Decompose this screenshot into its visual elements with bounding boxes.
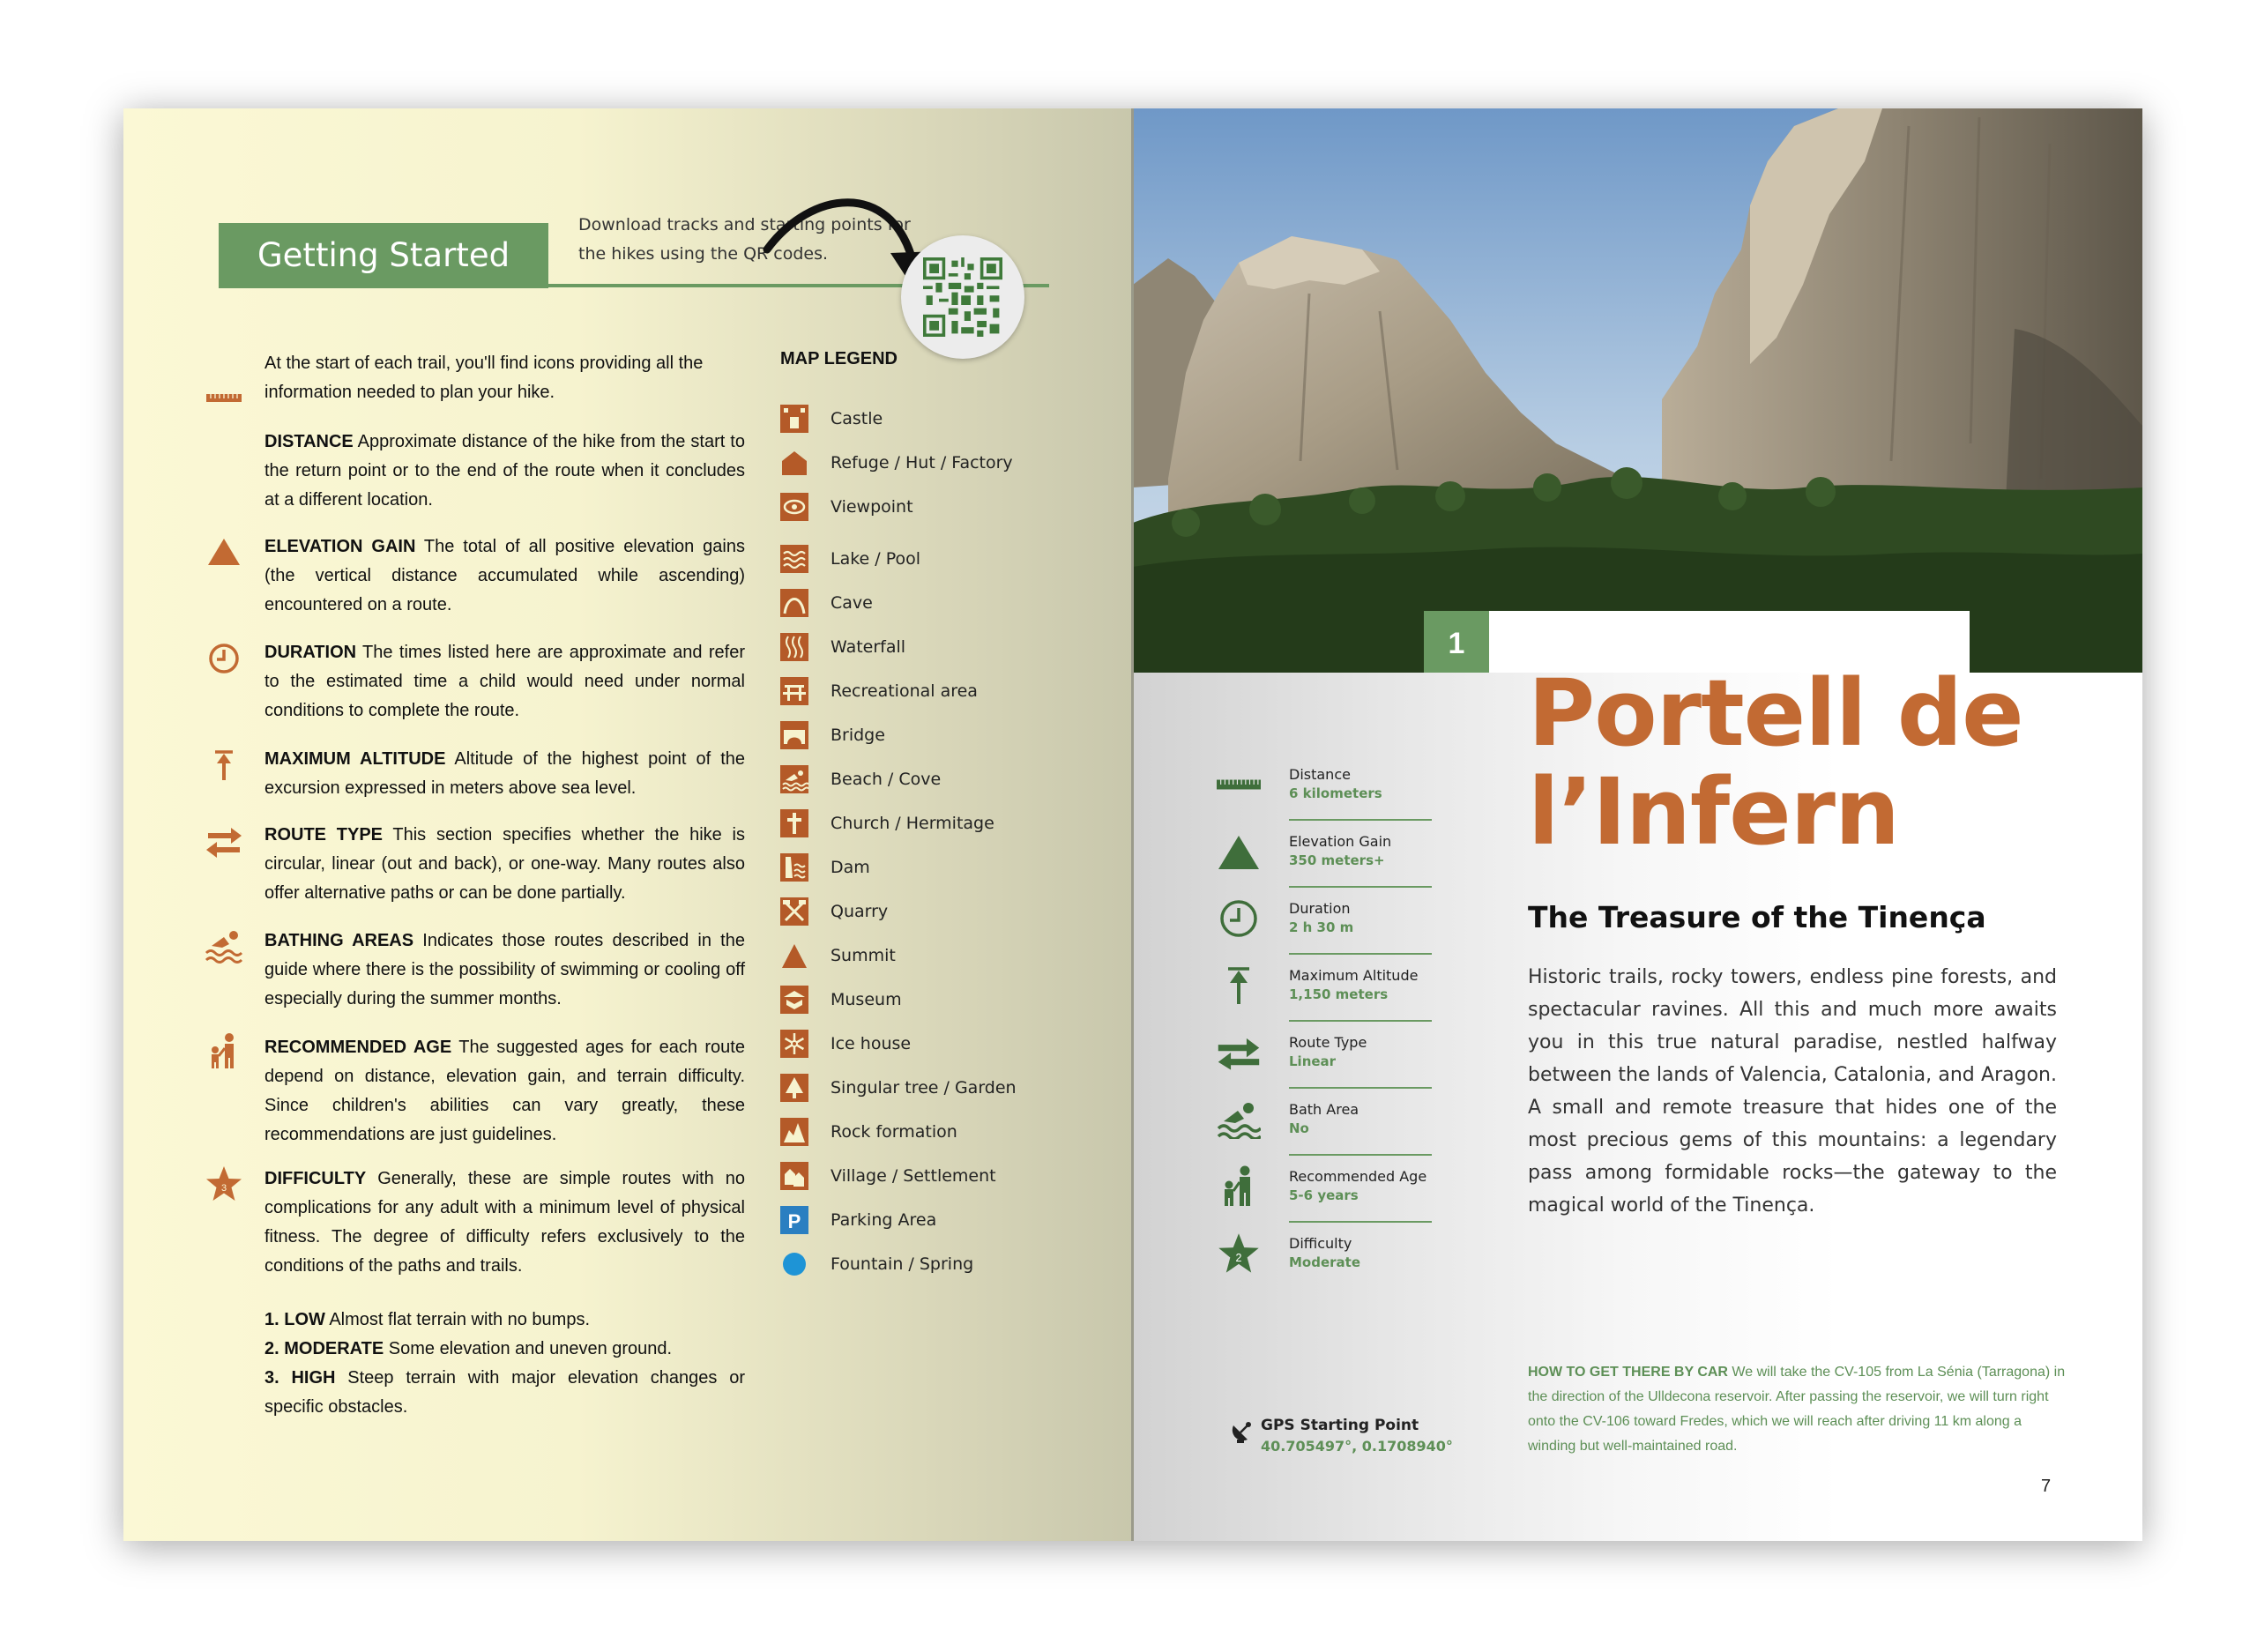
legend-item-ice-house: Ice house [780, 1028, 911, 1060]
definition-recommended-age: RECOMMENDED AGE The suggested ages for each route depend on distance, elevation gain, and terrain difficulty. Since children's abilities can vary greatly, these recommendations are just guidelines. [264, 1038, 745, 1144]
fact-distance: Distance 6 kilometers [1217, 761, 1428, 828]
fact-bath-area: Bath Area No [1217, 1096, 1428, 1163]
fact-duration: Duration 2 h 30 m [1217, 895, 1428, 962]
definition-bathing-areas: BATHING AREAS Indicates those routes described in the guide where there is the possibility of swimming or cooling off especially during the summer months. [264, 931, 745, 1008]
book-spread [123, 108, 2142, 1541]
legend-item-beach: Beach / Cove [780, 763, 941, 795]
route-subtitle: The Treasure of the Tinença [1528, 900, 1986, 934]
svg-text:3: 3 [220, 1183, 227, 1194]
legend-item-rock-formation: Rock formation [780, 1116, 957, 1148]
legend-item-parking: P Parking Area [780, 1204, 936, 1236]
legend-item-dam: Dam [780, 852, 870, 883]
right-page [1133, 108, 2142, 1541]
clock-icon [1217, 897, 1261, 941]
clock-icon [205, 639, 243, 678]
summit-icon [780, 941, 808, 970]
cliff-photo [1133, 108, 2142, 673]
route-title [1528, 659, 2023, 866]
qr-code-icon [923, 257, 1002, 337]
fact-route-type: Route Type Linear [1217, 1029, 1428, 1096]
qr-code[interactable] [901, 235, 1024, 359]
legend-item-bridge: Bridge [780, 719, 885, 751]
legend-item-village: Village / Settlement [780, 1160, 996, 1192]
route-title-line1: Portell de [1528, 659, 2023, 767]
swimmer-icon [205, 926, 243, 965]
two-way-arrows-icon [1217, 1031, 1261, 1075]
page-number: 7 [2041, 1477, 2052, 1496]
svg-text:P: P [787, 1210, 801, 1232]
legend-item-cave: Cave [780, 587, 873, 619]
legend-item-museum: Museum [780, 984, 902, 1016]
legend-item-quarry: Quarry [780, 896, 888, 927]
museum-icon [780, 986, 808, 1014]
quarry-icon [780, 897, 808, 926]
definition-elevation-gain: ELEVATION GAIN The total of all positive elevation gains (the vertical distance accumulated while ascending) encountered on a route. [264, 537, 745, 614]
definition-difficulty: DIFFICULTY Generally, these are simple routes with no complications for any adult with a minimum level of physical fitness. The degree of difficulty refers exclusively to the conditions of the paths and trails. [264, 1169, 745, 1276]
fact-recommended-age: Recommended Age 5-6 years [1217, 1163, 1428, 1230]
route-number: 1 [1424, 611, 1489, 673]
definition-duration: DURATION The times listed here are approximate and refer to the estimated time a child would need under normal conditions to complete the route. [264, 643, 745, 720]
waterfall-icon [780, 633, 808, 661]
route-description: Historic trails, rocky towers, endless pine forests, and spectacular ravines. All this and much more awaits you in this true natural paradise, nestled halfway between the lands of Valencia, Catalonia, and Aragon. A small and remote treasure that hides one of the most precious gems of this mountains: a legendary pass among formidable rocks—the gateway to the magical world of the Tinença. [1528, 966, 2057, 1217]
definition-distance: DISTANCE Approximate distance of the hike from the start to the return point or to the end of the route when it concludes at a different location. [264, 432, 745, 510]
level-low: 1. LOW Almost flat terrain with no bumps. [264, 1310, 591, 1329]
altitude-arrow-icon [1217, 964, 1261, 1008]
how-to-get-there: HOW TO GET THERE BY CAR We will take the CV-105 from La Sénia (Tarragona) in the direction of the Ulldecona reservoir. After passing the reservoir, we will turn right onto the CV-106 toward Fredes, which we will reach after driving 11 km along a winding but well-maintained road. [1528, 1365, 2066, 1454]
left-page [123, 108, 1133, 1541]
gps-starting-point: GPS Starting Point 40.705497°, 0.1708940° [1230, 1413, 1459, 1466]
eye-icon [780, 493, 808, 521]
ruler-icon [1217, 763, 1261, 807]
level-moderate: 2. MODERATE Some elevation and uneven ground. [264, 1339, 673, 1358]
legend-item-singular-tree: Singular tree / Garden [780, 1072, 1017, 1104]
parking-icon [780, 1206, 808, 1234]
swimmer-icon [1217, 1098, 1261, 1142]
castle-icon [780, 405, 808, 433]
qr-note: Download tracks and starting points for the hikes using the QR codes. [578, 215, 911, 264]
satellite-dish-icon [1230, 1418, 1255, 1449]
svg-text:2: 2 [1235, 1252, 1242, 1265]
snowflake-icon [780, 1030, 808, 1058]
tree-icon [780, 1074, 808, 1102]
altitude-arrow-icon [205, 747, 243, 785]
bridge-icon [780, 721, 808, 749]
picnic-table-icon [780, 677, 808, 705]
legend-item-viewpoint: Viewpoint [780, 491, 913, 523]
star-icon [1217, 1232, 1261, 1276]
legend-item-recreational-area: Recreational area [780, 675, 978, 707]
legend-item-fountain: Fountain / Spring [780, 1248, 973, 1280]
rock-icon [780, 1118, 808, 1146]
family-icon [1217, 1165, 1261, 1209]
fact-difficulty: 2 Difficulty Moderate [1217, 1230, 1428, 1297]
route-title-line2: l’Infern [1528, 758, 1899, 866]
waves-icon [780, 545, 808, 573]
beach-icon [780, 765, 808, 793]
cross-icon [780, 809, 808, 837]
legend-item-castle: Castle [780, 403, 883, 435]
village-icon [780, 1162, 808, 1190]
page-gutter [1131, 108, 1134, 1541]
star-icon [205, 1165, 243, 1203]
cave-icon [780, 589, 808, 617]
section-title: Getting Started [219, 223, 548, 288]
intro-text: At the start of each trail, you'll find icons providing all the information needed to plan your hike. [264, 353, 704, 402]
legend-title: MAP LEGEND [780, 349, 898, 368]
dam-icon [780, 853, 808, 882]
fact-maximum-altitude: Maximum Altitude 1,150 meters [1217, 962, 1428, 1029]
definition-maximum-altitude: MAXIMUM ALTITUDE Altitude of the highest point of the excursion expressed in meters above sea level. [264, 749, 745, 798]
difficulty-levels [264, 1306, 745, 1422]
two-way-arrows-icon [205, 821, 243, 859]
legend-item-church: Church / Hermitage [780, 807, 994, 839]
hut-icon [780, 449, 808, 477]
definition-route-type: ROUTE TYPE This section specifies whether the hike is circular, linear (out and back), or one-way. Many routes also offer alternative paths or can be done partially. [264, 825, 745, 903]
legend-item-summit: Summit [780, 940, 896, 971]
fact-elevation-gain: Elevation Gain 350 meters+ [1217, 828, 1428, 895]
legend-item-refuge: Refuge / Hut / Factory [780, 447, 1013, 479]
legend-item-lake: Lake / Pool [780, 543, 920, 575]
family-icon [205, 1032, 243, 1071]
mountain-icon [205, 532, 243, 570]
level-high: 3. HIGH Steep terrain with major elevation changes or specific obstacles. [264, 1368, 745, 1417]
fountain-icon [780, 1250, 808, 1278]
legend-item-waterfall: Waterfall [780, 631, 905, 663]
mountain-icon [1217, 830, 1261, 874]
ruler-icon [205, 378, 243, 417]
